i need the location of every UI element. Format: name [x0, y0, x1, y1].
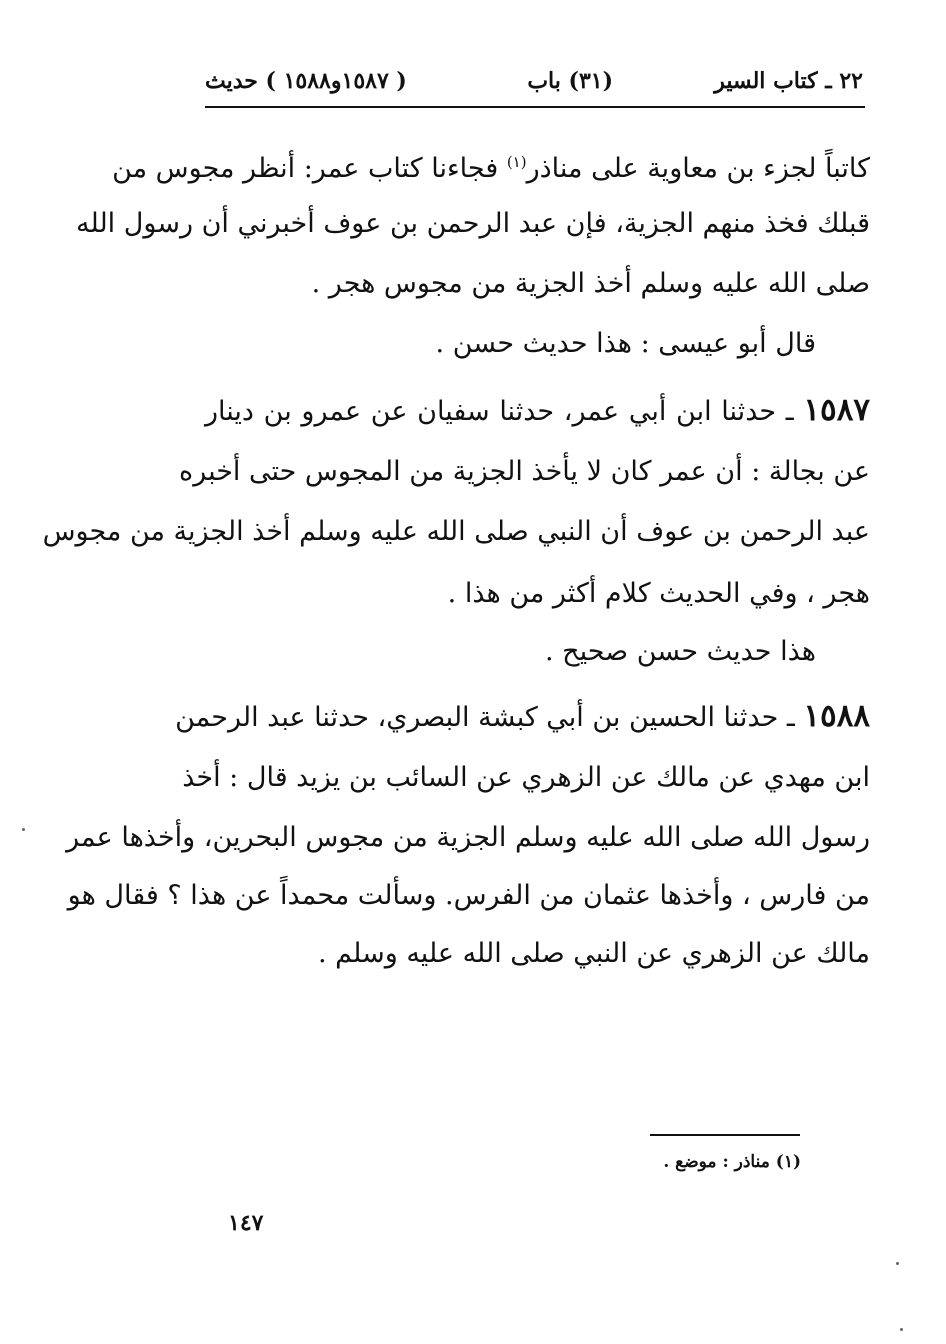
- text-segment: كاتباً لجزء بن معاوية على مناذر: [526, 153, 870, 184]
- hadith-number: ١٥٨٧: [803, 392, 870, 428]
- running-header: [205, 66, 863, 102]
- footnote-marker: (١): [506, 153, 527, 171]
- hadith-1587-line: [205, 390, 870, 430]
- text-segment: ـ حدثنا الحسين بن أبي كبشة البصري، حدثنا عبد الرحمن: [175, 702, 804, 733]
- scan-speck: [900, 1328, 903, 1331]
- text-line: صلى الله عليه وسلم أخذ الجزية من مجوس هجر .: [311, 268, 870, 299]
- page-number: ١٤٧: [228, 1210, 264, 1236]
- text-line: قبلك فخذ منهم الجزية، فإن عبد الرحمن بن عوف أخبرني أن رسول الله: [76, 208, 870, 239]
- hadith-number: ١٥٨٨: [803, 698, 870, 734]
- grade-line: قال أبو عيسى : هذا حديث حسن .: [435, 328, 816, 359]
- scan-speck: [896, 1262, 899, 1265]
- footnote-rule: [650, 1134, 800, 1136]
- text-line: هجر ، وفي الحديث كلام أكثر من هذا .: [447, 578, 870, 609]
- text-line: ابن مهدي عن مالك عن الزهري عن السائب بن يزيد قال : أخذ: [182, 762, 870, 793]
- text-line: من فارس ، وأخذها عثمان من الفرس. وسألت محمداً عن هذا ؟ فقال هو: [67, 880, 870, 911]
- text-segment: فجاءنا كتاب عمر: أنظر مجوس من: [112, 153, 507, 184]
- header-rule: [205, 106, 865, 108]
- text-line: عن بجالة : أن عمر كان لا يأخذ الجزية من المجوس حتى أخبره: [179, 456, 870, 487]
- footnote: (١) مناذر : موضع .: [663, 1152, 801, 1172]
- text-line: مالك عن الزهري عن النبي صلى الله عليه وسلم .: [318, 938, 870, 969]
- header-chapter: (٣١) باب: [527, 68, 613, 94]
- header-hadith-range: ( ١٥٨٧و١٥٨٨ ) حديث: [205, 68, 407, 94]
- text-segment: ـ حدثنا ابن أبي عمر، حدثنا سفيان عن عمرو بن دينار: [205, 396, 804, 427]
- text-line: عبد الرحمن بن عوف أن النبي صلى الله عليه وسلم أخذ الجزية من مجوس: [42, 516, 870, 547]
- header-book-title: ٢٢ ـ كتاب السير: [714, 68, 863, 94]
- grade-line: هذا حديث حسن صحيح .: [545, 636, 816, 667]
- text-line: [112, 142, 870, 184]
- scan-speck: [22, 828, 25, 831]
- text-line: رسول الله صلى الله عليه وسلم الجزية من مجوس البحرين، وأخذها عمر: [66, 822, 870, 853]
- hadith-1588-line: [175, 696, 870, 736]
